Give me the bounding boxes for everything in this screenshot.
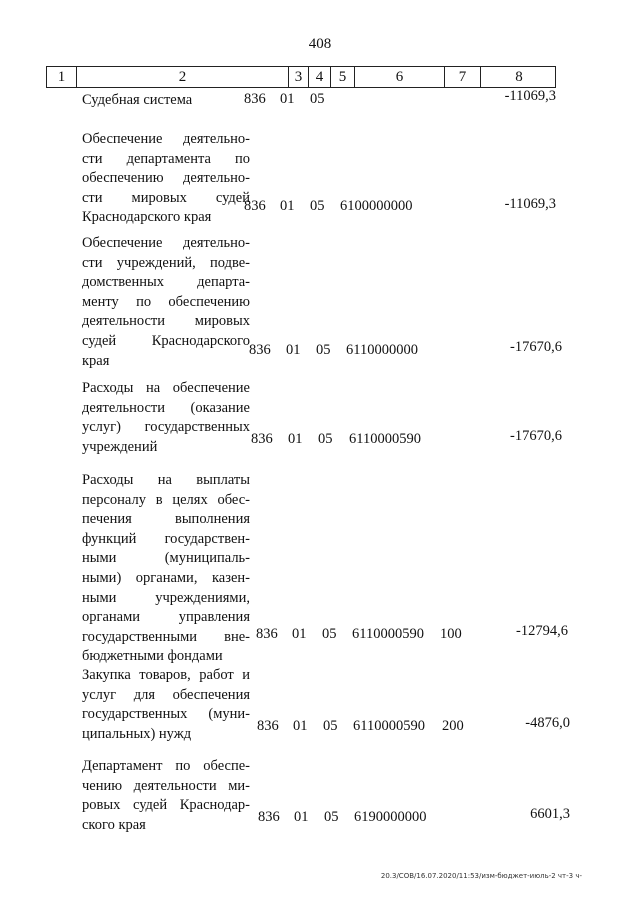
- header-cell-1: 1: [47, 67, 77, 87]
- code-section: 01: [288, 431, 303, 447]
- description-line: деятельности (оказание: [82, 399, 250, 416]
- code-expense-type: 100: [440, 626, 462, 642]
- code-target-article: 6190000000: [354, 809, 427, 825]
- code-admin: 836: [251, 431, 273, 447]
- description-line: ными учреждениями,: [82, 589, 250, 606]
- code-admin: 836: [244, 91, 266, 107]
- table-row-description: [82, 666, 250, 744]
- code-subsection: 05: [318, 431, 333, 447]
- description-line: печения выполнения: [82, 511, 250, 528]
- description-line: персоналу в целях обес-: [82, 491, 250, 508]
- description-line: государственных (муни-: [82, 706, 250, 723]
- code-admin: 836: [258, 809, 280, 825]
- description-line: бюджетными фондами: [82, 648, 223, 665]
- amount: 6601,3: [530, 806, 570, 822]
- table-row-description: [82, 379, 250, 457]
- description-line: ципальных) нужд: [82, 725, 192, 742]
- code-target-article: 6110000590: [349, 431, 421, 447]
- description-line: сти департамента по: [82, 150, 250, 167]
- table-row-description: [82, 757, 250, 835]
- code-section: 01: [286, 342, 301, 358]
- code-subsection: 05: [322, 626, 337, 642]
- header-cell-8: 8: [515, 69, 523, 85]
- code-subsection: 05: [323, 718, 338, 734]
- description-line: менту по обеспечению: [82, 293, 250, 310]
- code-subsection: 05: [310, 198, 325, 214]
- table-header-row: [46, 66, 556, 88]
- code-section: 01: [293, 718, 308, 734]
- code-section: 01: [280, 91, 295, 107]
- description-line: обеспечению деятельно-: [82, 170, 250, 187]
- description-line: Краснодарского края: [82, 209, 212, 226]
- description-line: сти учреждений, подве-: [82, 254, 250, 271]
- code-target-article: 6110000000: [346, 342, 418, 358]
- description-line: ского края: [82, 816, 146, 833]
- description-line: Закупка товаров, работ и: [82, 667, 250, 683]
- description-line: ными) органами, казен-: [82, 569, 250, 586]
- description-line: Расходы на выплаты: [82, 472, 250, 488]
- description-line: Расходы на обеспечение: [82, 380, 250, 396]
- code-section: 01: [280, 198, 295, 214]
- description-line: органами управления: [82, 609, 250, 626]
- amount: -17670,6: [510, 428, 562, 444]
- description-line: деятельности мировых: [82, 313, 250, 330]
- amount: -17670,6: [510, 339, 562, 355]
- description-line: государственными вне-: [82, 628, 250, 645]
- description-line: судей Краснодарского: [82, 332, 250, 349]
- header-cell-4: 4: [309, 67, 331, 87]
- amount: -11069,3: [504, 196, 556, 212]
- page-number: 408: [308, 36, 332, 52]
- description-line: края: [82, 352, 110, 369]
- amount: -4876,0: [525, 715, 570, 731]
- header-cell-2: 2: [77, 67, 289, 87]
- header-cell-5: 5: [331, 67, 355, 87]
- code-target-article: 6110000590: [353, 718, 425, 734]
- description-line: Обеспечение деятельно-: [82, 131, 250, 147]
- code-admin: 836: [249, 342, 271, 358]
- code-target-article: 6100000000: [340, 198, 413, 214]
- description-line: услуг для обеспечения: [82, 686, 250, 703]
- table-row-description: [82, 91, 250, 111]
- code-subsection: 05: [310, 91, 325, 107]
- description-line: сти мировых судей: [82, 189, 250, 206]
- code-section: 01: [292, 626, 307, 642]
- description-line: услуг) государственных: [82, 419, 250, 436]
- description-line: чению деятельности ми-: [82, 777, 250, 794]
- header-cell-6: 6: [355, 67, 445, 87]
- document-footer-reference: 20.3/СОВ/16.07.2020/11:53/изм-бюджет-июль-2 чт-3 ч-: [380, 872, 582, 880]
- code-subsection: 05: [324, 809, 339, 825]
- code-admin: 836: [257, 718, 279, 734]
- description-line: ными (муниципаль-: [82, 550, 250, 567]
- description-line: Судебная система: [82, 92, 193, 108]
- code-section: 01: [294, 809, 309, 825]
- description-line: Департамент по обеспе-: [82, 758, 250, 774]
- code-expense-type: 200: [442, 718, 464, 734]
- description-line: функций государствен-: [82, 530, 250, 547]
- description-line: ровых судей Краснодар-: [82, 797, 250, 814]
- code-subsection: 05: [316, 342, 331, 358]
- description-line: учреждений: [82, 438, 158, 455]
- code-target-article: 6110000590: [352, 626, 424, 642]
- amount: -11069,3: [504, 88, 556, 104]
- description-line: Обеспечение деятельно-: [82, 235, 250, 251]
- description-line: домственных департа-: [82, 274, 250, 291]
- amount: -12794,6: [516, 623, 568, 639]
- table-row-description: [82, 471, 250, 667]
- table-row-description: [82, 130, 250, 228]
- table-row-description: [82, 234, 250, 371]
- header-cell-7: 7: [445, 67, 481, 87]
- header-cell-3: 3: [289, 67, 309, 87]
- code-admin: 836: [256, 626, 278, 642]
- code-admin: 836: [244, 198, 266, 214]
